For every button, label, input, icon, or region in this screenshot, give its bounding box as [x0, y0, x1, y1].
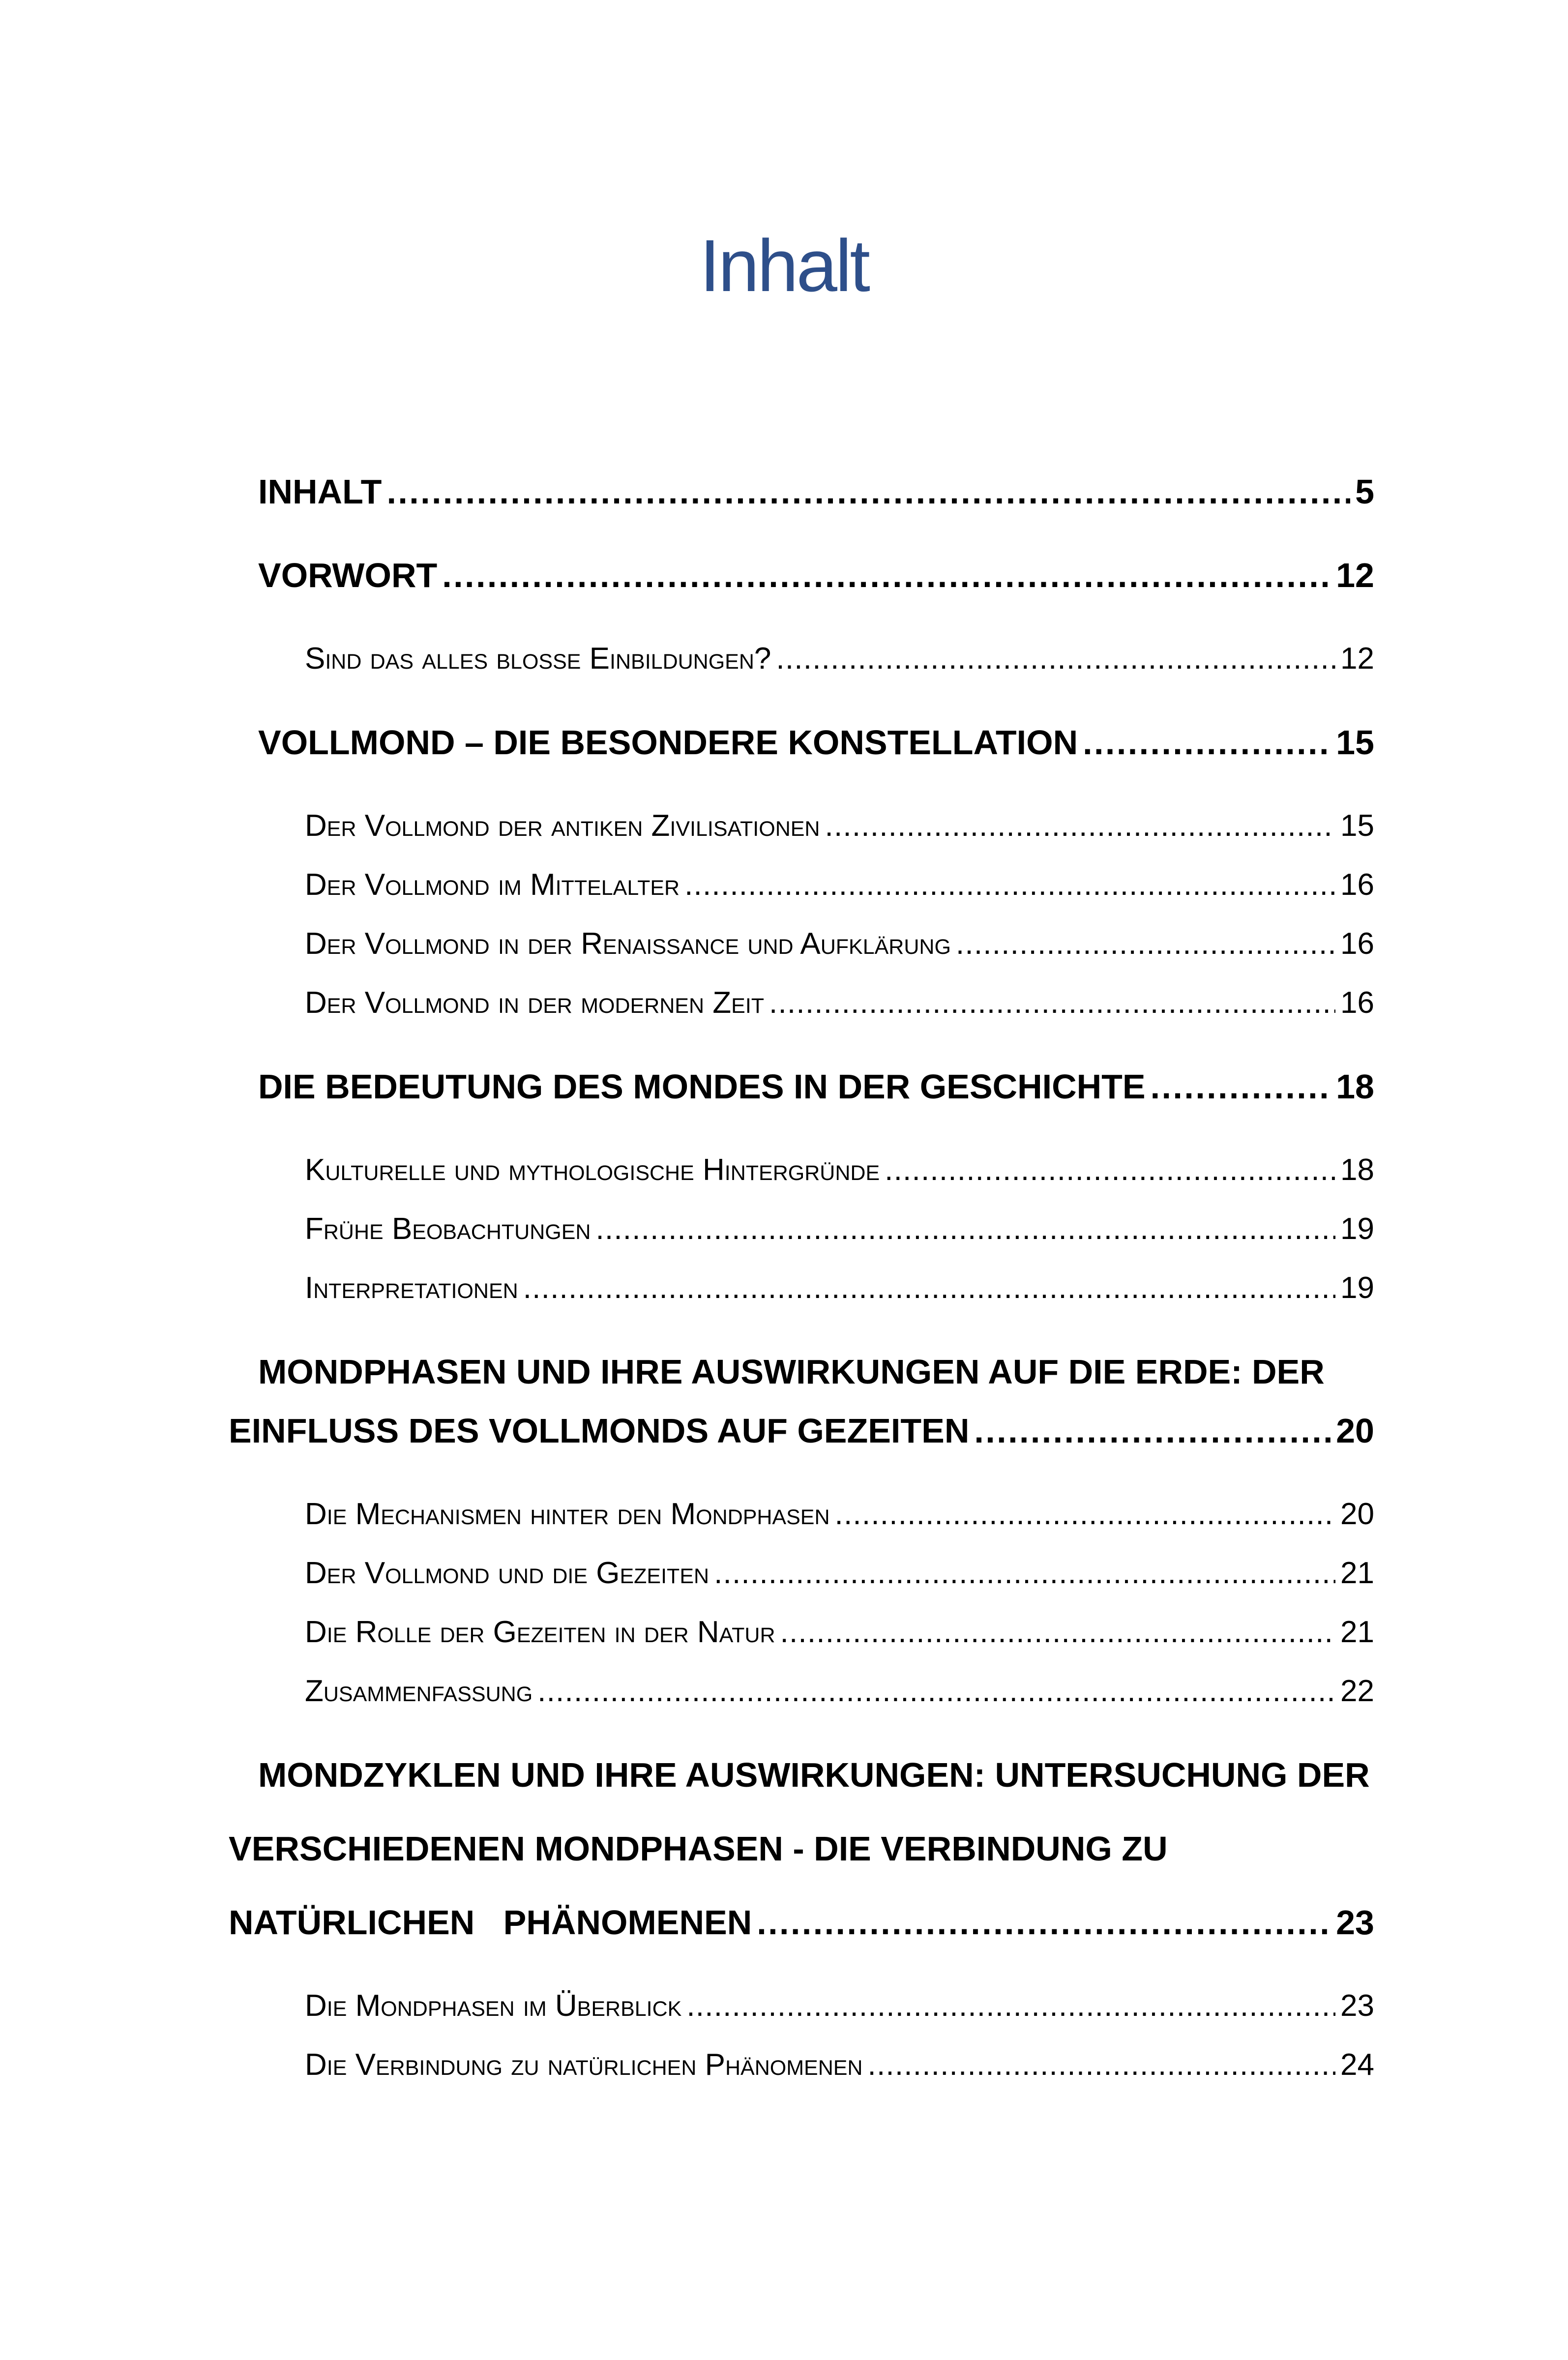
toc-subentry-title: Kulturelle und mythologische Hintergründe: [305, 1153, 880, 1187]
toc-entry-title: MONDPHASEN UND IHRE AUSWIRKUNGEN AUF DIE ERDE: DER: [258, 1353, 1325, 1391]
toc-page-number: 18: [1340, 1153, 1374, 1187]
toc-subentry-title: Interpretationen: [305, 1271, 518, 1305]
page-title: Inhalt: [700, 224, 868, 307]
toc-subentry-title: Der Vollmond und die Gezeiten: [305, 1556, 710, 1590]
toc-entry-title: NATÜRLICHEN PHÄNOMENEN: [229, 1903, 752, 1942]
toc-page-number: 20: [1340, 1497, 1374, 1531]
toc-entry-title: VOLLMOND – DIE BESONDERE KONSTELLATION: [258, 723, 1078, 762]
toc-subentry-title: Der Vollmond der antiken Zivilisationen: [305, 809, 820, 843]
toc-entry-mondphasen-line2[interactable]: [229, 1409, 1374, 1453]
toc-leader-dots: [757, 1900, 1331, 1945]
toc-subentry-title: Die Rolle der Gezeiten in der Natur: [305, 1615, 775, 1649]
toc-page-number: 16: [1340, 927, 1374, 961]
toc-subentry[interactable]: [305, 1207, 1374, 1251]
toc-page-number: 23: [1336, 1903, 1374, 1942]
toc-page-number: 15: [1340, 809, 1374, 843]
toc-entry-bedeutung[interactable]: [258, 1064, 1374, 1109]
toc-page-number: 19: [1340, 1271, 1374, 1305]
toc-leader-dots: [780, 1610, 1336, 1654]
toc-subentry-title: Frühe Beobachtungen: [305, 1212, 591, 1246]
toc-leader-dots: [684, 863, 1335, 907]
toc-leader-dots: [523, 1266, 1335, 1310]
toc-entry-vollmond[interactable]: [258, 720, 1374, 765]
toc-entry-title: DIE BEDEUTUNG DES MONDES IN DER GESCHICHTE: [258, 1067, 1146, 1106]
toc-leader-dots: [1151, 1064, 1331, 1109]
toc-subentry[interactable]: [305, 1266, 1374, 1310]
toc-page-number: 24: [1340, 2048, 1374, 2082]
toc-entry-title: VERSCHIEDENEN MONDPHASEN - DIE VERBINDUNG ZU: [229, 1829, 1168, 1868]
toc-page-number: 23: [1340, 1989, 1374, 2023]
toc-subentry[interactable]: [305, 981, 1374, 1025]
toc-subentry[interactable]: [305, 1492, 1374, 1536]
toc-leader-dots: [868, 2043, 1336, 2087]
toc-leader-dots: [714, 1551, 1335, 1595]
toc-subentry[interactable]: [305, 1984, 1374, 2028]
toc-page-number: 20: [1336, 1412, 1374, 1450]
toc-entry-title: INHALT: [258, 472, 382, 511]
toc-page-number: 21: [1340, 1615, 1374, 1649]
toc-leader-dots: [776, 637, 1335, 681]
toc-subentry[interactable]: [305, 637, 1374, 681]
toc-subentry-title: Die Mechanismen hinter den Mondphasen: [305, 1497, 830, 1531]
toc-subentry[interactable]: [305, 1551, 1374, 1595]
toc-subentry[interactable]: [305, 1669, 1374, 1713]
toc-page-number: 19: [1340, 1212, 1374, 1246]
toc-leader-dots: [769, 981, 1335, 1025]
toc-leader-dots: [974, 1409, 1331, 1453]
toc-entry-mondzyklen-line1[interactable]: [258, 1753, 1374, 1797]
toc-subentry-title: Der Vollmond in der modernen Zeit: [305, 986, 765, 1020]
toc-leader-dots: [537, 1669, 1335, 1713]
toc-subentry[interactable]: [305, 922, 1374, 966]
toc-page-number: 12: [1336, 556, 1374, 594]
toc-subentry-title: Der Vollmond im Mittelalter: [305, 868, 680, 902]
toc-page-number: 16: [1340, 986, 1374, 1020]
toc-subentry-title: Zusammenfassung: [305, 1674, 533, 1708]
toc-entry-mondzyklen-line3[interactable]: [229, 1900, 1374, 1945]
toc-entry-inhalt[interactable]: [258, 470, 1374, 514]
toc-page-number: 15: [1336, 723, 1374, 762]
toc-leader-dots: [825, 804, 1336, 848]
toc-page-number: 22: [1340, 1674, 1374, 1708]
toc-entry-mondphasen-line1[interactable]: [258, 1350, 1374, 1394]
toc-subentry[interactable]: [305, 804, 1374, 848]
toc-entry-mondzyklen-line2[interactable]: [229, 1827, 1374, 1871]
toc-subentry[interactable]: [305, 1610, 1374, 1654]
toc-leader-dots: [1083, 720, 1331, 765]
toc-leader-dots: [885, 1148, 1335, 1192]
toc-subentry-title: Sind das alles bloße Einbildungen?: [305, 642, 771, 676]
toc-page-number: 12: [1340, 642, 1374, 676]
toc-subentry[interactable]: [305, 863, 1374, 907]
toc-leader-dots: [956, 922, 1335, 966]
toc-page-number: 18: [1336, 1067, 1374, 1106]
toc-leader-dots: [835, 1492, 1336, 1536]
toc-leader-dots: [442, 553, 1331, 597]
toc-entry-vorwort[interactable]: [258, 553, 1374, 597]
toc-page-number: 5: [1355, 472, 1374, 511]
toc-subentry-title: Die Verbindung zu natürlichen Phänomenen: [305, 2048, 863, 2082]
toc-page-number: 16: [1340, 868, 1374, 902]
toc-leader-dots: [386, 470, 1350, 514]
toc-entry-title: VORWORT: [258, 556, 438, 594]
toc-entry-title: EINFLUSS DES VOLLMONDS AUF GEZEITEN: [229, 1412, 970, 1450]
toc-entry-title: MONDZYKLEN UND IHRE AUSWIRKUNGEN: UNTERSUCHUNG DER: [258, 1756, 1370, 1794]
toc-leader-dots: [595, 1207, 1335, 1251]
toc-subentry-title: Der Vollmond in der Renaissance und Aufklärung: [305, 927, 951, 961]
toc-subentry[interactable]: [305, 1148, 1374, 1192]
toc-subentry[interactable]: [305, 2043, 1374, 2087]
toc-leader-dots: [686, 1984, 1335, 2028]
toc-subentry-title: Die Mondphasen im Überblick: [305, 1989, 682, 2023]
toc-page-number: 21: [1340, 1556, 1374, 1590]
